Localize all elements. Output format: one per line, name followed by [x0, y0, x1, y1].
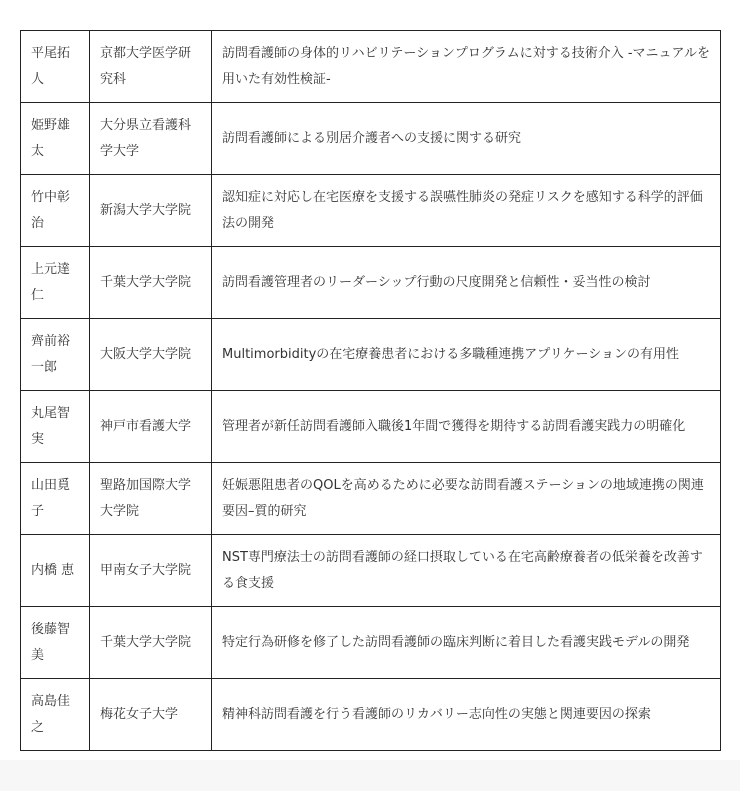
researcher-name: 上元達仁: [21, 247, 90, 319]
researcher-name: 高島佳之: [21, 679, 90, 751]
research-title: 精神科訪問看護を行う看護師のリカバリー志向性の実態と関連要因の探索: [212, 679, 721, 751]
table-row: [21, 679, 721, 751]
researcher-name: 姫野雄太: [21, 103, 90, 175]
institution: 聖路加国際大学大学院: [90, 463, 212, 535]
institution: 千葉大学大学院: [90, 607, 212, 679]
grant-table: [20, 30, 721, 751]
table-row: [21, 247, 721, 319]
research-title: 妊娠悪阻患者のQOLを高めるために必要な訪問看護ステーションの地域連携の関連要因–質的研究: [212, 463, 721, 535]
researcher-name: 平尾拓人: [21, 31, 90, 103]
research-title: 特定行為研修を修了した訪問看護師の臨床判断に着目した看護実践モデルの開発: [212, 607, 721, 679]
research-title: Multimorbidityの在宅療養患者における多職種連携アプリケーションの有用性: [212, 319, 721, 391]
researcher-name: 後藤智美: [21, 607, 90, 679]
institution: 大阪大学大学院: [90, 319, 212, 391]
table-row: [21, 319, 721, 391]
institution: 新潟大学大学院: [90, 175, 212, 247]
table-row: [21, 463, 721, 535]
research-title: 訪問看護管理者のリーダーシップ行動の尺度開発と信頼性・妥当性の検討: [212, 247, 721, 319]
institution: 千葉大学大学院: [90, 247, 212, 319]
research-title: 訪問看護師の身体的リハビリテーションプログラムに対する技術介入 -マニュアルを用いた有効性検証-: [212, 31, 721, 103]
table-row: [21, 607, 721, 679]
table-row: [21, 391, 721, 463]
institution: 大分県立看護科学大学: [90, 103, 212, 175]
institution: 甲南女子大学院: [90, 535, 212, 607]
table-row: [21, 103, 721, 175]
table-row: [21, 31, 721, 103]
researcher-name: 内橋 恵: [21, 535, 90, 607]
table-row: [21, 175, 721, 247]
table-row: [21, 535, 721, 607]
institution: 梅花女子大学: [90, 679, 212, 751]
researcher-name: 丸尾智実: [21, 391, 90, 463]
institution: 京都大学医学研究科: [90, 31, 212, 103]
research-title: NST専門療法士の訪問看護師の経口摂取している在宅高齢療養者の低栄養を改善する食支援: [212, 535, 721, 607]
research-title: 認知症に対応し在宅医療を支援する誤嚥性肺炎の発症リスクを感知する科学的評価法の開発: [212, 175, 721, 247]
research-title: 訪問看護師による別居介護者への支援に関する研究: [212, 103, 721, 175]
researcher-name: 齊前裕一郎: [21, 319, 90, 391]
institution: 神戸市看護大学: [90, 391, 212, 463]
researcher-name: 山田覓子: [21, 463, 90, 535]
researcher-name: 竹中彰治: [21, 175, 90, 247]
research-title: 管理者が新任訪問看護師入職後1年間で獲得を期待する訪問看護実践力の明確化: [212, 391, 721, 463]
